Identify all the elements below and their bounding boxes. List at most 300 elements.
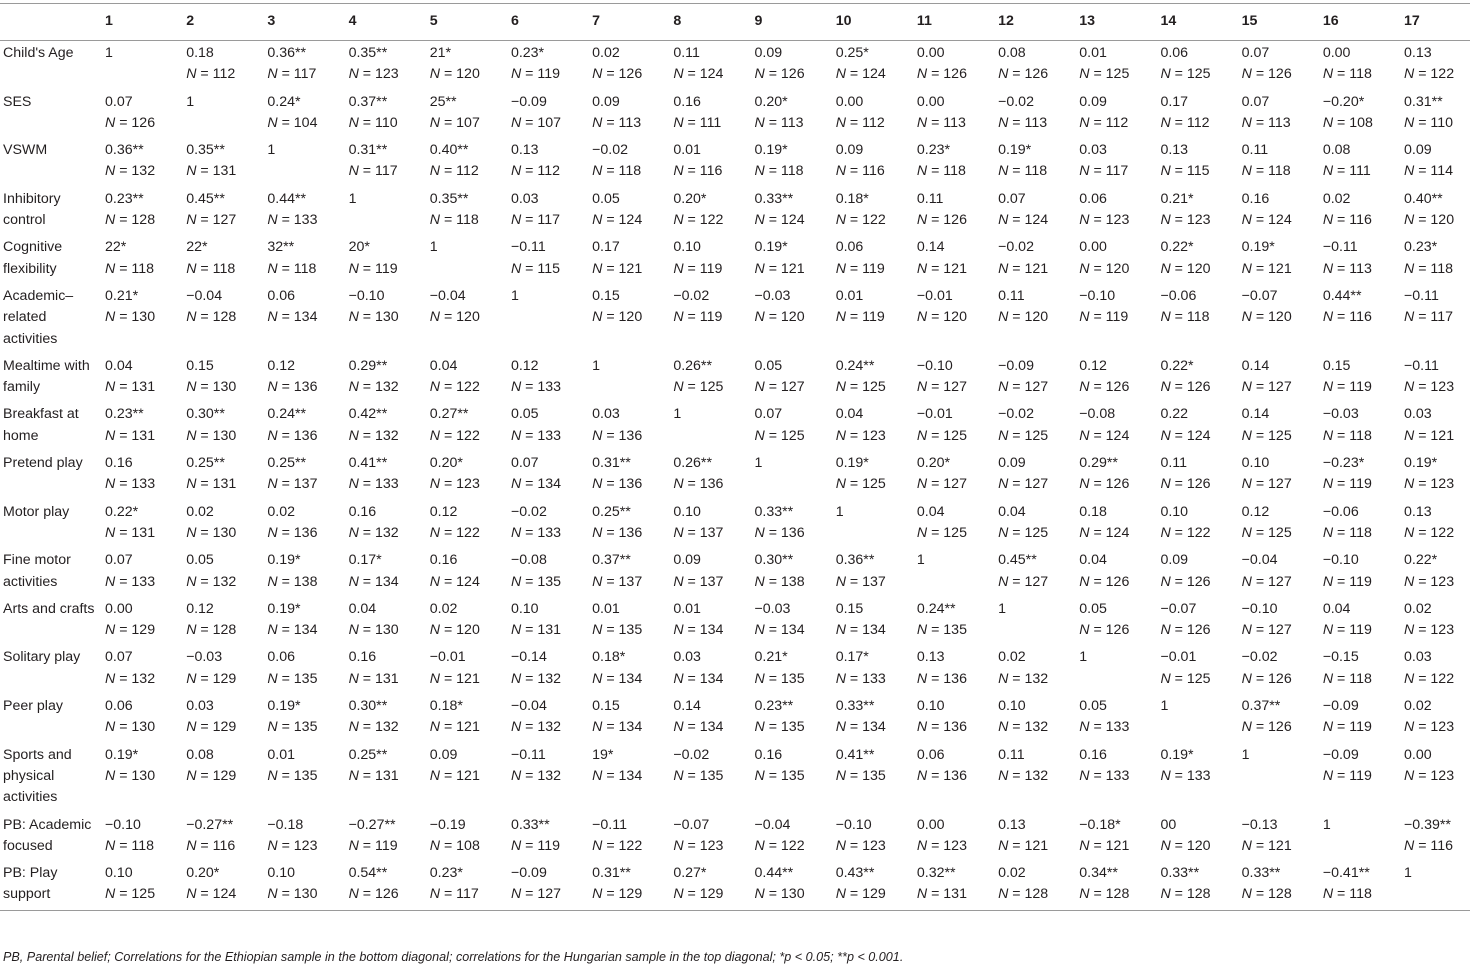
correlation-value: 0.25** (186, 455, 225, 472)
correlation-value: 0.09 (1079, 93, 1107, 110)
correlation-value: −0.27** (348, 816, 396, 833)
sample-size-value: 115 (1186, 163, 1210, 180)
sample-size-equals: = (115, 837, 132, 854)
sample-size-symbol: N (673, 163, 684, 180)
table-cell (505, 354, 586, 403)
sample-size-equals: = (1008, 476, 1025, 493)
sample-size-equals: = (1089, 767, 1106, 784)
table-cell (1154, 645, 1235, 694)
correlation-value: 0.31** (1404, 93, 1443, 110)
correlation-value: 0.02 (998, 649, 1026, 666)
sample-size (755, 620, 828, 641)
correlation-value: 0.07 (1241, 45, 1270, 61)
sample-size-equals: = (927, 427, 944, 444)
correlation-value: 0.44** (1322, 287, 1362, 304)
sample-size-symbol: N (592, 622, 603, 639)
table-cell (667, 500, 748, 549)
sample-size-equals: = (1333, 719, 1350, 736)
sample-size (592, 836, 665, 857)
correlation-value: 0.05 (754, 357, 783, 374)
correlation-value: 0.30** (186, 406, 225, 423)
sample-size (592, 474, 665, 495)
sample-size-value: 122 (1430, 524, 1455, 541)
sample-size-equals: = (115, 260, 132, 277)
correlation-value: 0.19* (754, 239, 788, 256)
correlation-value: 0.43** (835, 865, 875, 882)
sample-size-equals: = (1251, 309, 1269, 326)
sample-size (511, 113, 584, 134)
sample-size-equals: = (196, 670, 213, 687)
correlation-value: −0.10 (1322, 552, 1359, 569)
sample-size-value: 131 (212, 163, 237, 180)
table-cell (586, 548, 667, 597)
row-label: Cognitive flexibility (3, 239, 63, 277)
sample-size (511, 210, 584, 231)
sample-size-symbol: N (998, 309, 1009, 326)
correlation-value: 0.41** (835, 746, 875, 763)
sample-size-symbol: N (429, 767, 440, 784)
sample-size-equals: = (602, 114, 619, 131)
table-cell (911, 235, 992, 284)
sample-size-value: 133 (374, 476, 399, 493)
sample-size-value: 119 (537, 837, 560, 854)
table-cell (911, 548, 992, 597)
table-cell (1236, 451, 1317, 500)
correlation-value: 0.32** (916, 865, 956, 882)
correlation-value: 25** (429, 93, 457, 110)
sample-size-equals: = (683, 114, 700, 131)
sample-size-value: 127 (943, 379, 967, 396)
table-cell (505, 743, 586, 813)
sample-size-value: 134 (862, 719, 886, 736)
sample-size (755, 377, 828, 398)
correlation-value: 0.16 (1241, 190, 1270, 207)
table-cell (505, 861, 586, 910)
sample-size-value: 125 (943, 524, 967, 541)
table-cell (1398, 861, 1470, 910)
table-cell (1317, 90, 1398, 139)
correlation-value: 0.23* (429, 865, 463, 882)
sample-size-value: 118 (131, 837, 155, 854)
sample-size (349, 64, 422, 85)
table-cell (1073, 402, 1154, 451)
sample-size (673, 259, 746, 280)
sample-size-symbol: N (1241, 427, 1252, 444)
sample-size (349, 572, 422, 593)
sample-size-symbol: N (510, 622, 522, 639)
sample-size-value: 128 (1268, 886, 1292, 903)
sample-size-symbol: N (592, 767, 603, 784)
sample-size-value: 111 (1349, 163, 1371, 180)
table-cell (424, 861, 505, 910)
table-cell (749, 90, 830, 139)
sample-size-value: 137 (293, 476, 318, 493)
sample-size-symbol: N (754, 212, 765, 229)
sample-size-value: 136 (943, 767, 967, 784)
table-cell (830, 187, 911, 236)
sample-size-value: 133 (1186, 767, 1211, 784)
sample-size-symbol: N (348, 622, 359, 639)
sample-size-symbol: N (510, 886, 522, 903)
table-cell (830, 861, 911, 910)
sample-size (1079, 307, 1152, 328)
correlation-value: 0.02 (1322, 190, 1351, 207)
sample-size-symbol: N (348, 114, 359, 131)
correlation-value: 0.07 (1241, 93, 1270, 110)
sample-size-value: 119 (374, 837, 398, 854)
sample-size-equals: = (764, 837, 781, 854)
sample-size-value: 108 (1349, 114, 1373, 131)
sample-size-symbol: N (835, 476, 846, 493)
sample-size-equals: = (927, 163, 944, 180)
sample-size (349, 884, 422, 905)
sample-size (998, 884, 1071, 905)
sample-size (673, 572, 746, 593)
sample-size (592, 766, 665, 787)
correlation-value: 0.07 (105, 649, 133, 666)
sample-size-symbol: N (998, 886, 1009, 903)
table-cell (1236, 354, 1317, 403)
sample-size-equals: = (602, 767, 619, 784)
sample-size-symbol: N (186, 837, 197, 854)
sample-size-value: 129 (699, 886, 724, 903)
sample-size-value: 112 (456, 163, 479, 180)
sample-size-symbol: N (998, 476, 1009, 493)
correlation-value: −0.04 (510, 698, 547, 715)
sample-size-symbol: N (429, 114, 440, 131)
table-row (0, 451, 1470, 500)
sample-size-symbol: N (105, 837, 116, 854)
sample-size (592, 307, 665, 328)
sample-size-equals: = (277, 309, 294, 326)
table-cell (99, 548, 180, 597)
sample-size-symbol: N (1241, 670, 1252, 687)
correlation-value: 0.45** (998, 552, 1037, 569)
table-cell (180, 548, 261, 597)
sample-size-value: 127 (943, 476, 967, 493)
sample-size-value: 122 (862, 212, 886, 229)
table-cell (1236, 90, 1317, 139)
table-cell (261, 548, 342, 597)
table-cell (1398, 90, 1470, 139)
correlation-value: 0.36** (105, 142, 144, 159)
correlation-table (0, 3, 1470, 911)
sample-size-equals: = (1414, 66, 1431, 83)
row-label: Mealtime with family (3, 357, 90, 396)
sample-size-value: 120 (1186, 260, 1211, 277)
sample-size-symbol: N (429, 163, 440, 180)
sample-size-value: 126 (1186, 573, 1211, 590)
sample-size-symbol: N (1241, 163, 1252, 180)
correlation-value: 0.10 (673, 503, 701, 520)
sample-size (511, 64, 584, 85)
sample-size-value: 134 (537, 476, 562, 493)
correlation-value: 1 (673, 406, 682, 423)
sample-size-equals: = (1414, 524, 1431, 541)
sample-size-value: 137 (862, 573, 886, 590)
sample-size (511, 620, 584, 641)
correlation-value: 0.12 (1079, 357, 1107, 374)
sample-size-equals: = (764, 260, 781, 277)
sample-size-equals: = (764, 427, 781, 444)
table-cell (911, 451, 992, 500)
correlation-value: 0.07 (105, 552, 133, 569)
table-row (0, 90, 1470, 139)
correlation-value: 0.42** (348, 406, 388, 423)
table-cell (911, 743, 992, 813)
sample-size (592, 717, 665, 738)
sample-size (592, 161, 665, 182)
table-cell (1317, 402, 1398, 451)
sample-size (511, 523, 584, 544)
sample-size-symbol: N (916, 837, 928, 854)
table-cell (1073, 694, 1154, 743)
sample-size (1242, 523, 1315, 544)
sample-size-symbol: N (1079, 163, 1090, 180)
correlation-value: 0.16 (348, 503, 377, 520)
correlation-value: 0.16 (429, 552, 458, 569)
sample-size-symbol: N (186, 260, 197, 277)
correlation-value: 0.22* (1160, 239, 1194, 256)
sample-size-equals: = (927, 66, 944, 83)
correlation-value: 0.17 (592, 239, 620, 256)
table-cell (667, 743, 748, 813)
sample-size-equals: = (196, 309, 213, 326)
sample-size (1323, 572, 1396, 593)
sample-size (105, 113, 178, 134)
sample-size-value: 127 (537, 886, 562, 903)
sample-size-equals: = (1414, 114, 1431, 131)
sample-size (755, 669, 828, 690)
sample-size-symbol: N (673, 309, 684, 326)
sample-size (836, 766, 909, 787)
correlation-value: 1 (998, 600, 1006, 617)
sample-size (430, 426, 503, 447)
row-label: Solitary play (3, 649, 81, 666)
table-cell (1236, 187, 1317, 236)
sample-size-equals: = (683, 260, 700, 277)
table-cell (911, 138, 992, 187)
sample-size-symbol: N (916, 212, 928, 229)
sample-size-symbol: N (105, 670, 116, 687)
sample-size-equals: = (440, 379, 457, 396)
table-cell (830, 813, 911, 862)
sample-size-value: 132 (537, 670, 562, 687)
sample-size-value: 136 (293, 379, 318, 396)
correlation-value: 1 (916, 552, 925, 569)
correlation-value: 0.03 (1079, 142, 1107, 159)
sample-size-equals: = (602, 837, 619, 854)
sample-size-value: 122 (618, 837, 643, 854)
sample-size (105, 474, 178, 495)
table-cell (1073, 138, 1154, 187)
correlation-value: 0.13 (1160, 142, 1189, 159)
sample-size-symbol: N (835, 379, 846, 396)
correlation-value: 0.25** (348, 746, 388, 763)
sample-size-value: 121 (456, 767, 480, 784)
sample-size-symbol: N (754, 837, 765, 854)
sample-size (917, 426, 990, 447)
correlation-value: 0.01 (835, 287, 864, 304)
sample-size-symbol: N (267, 260, 278, 277)
sample-size (1160, 523, 1233, 544)
correlation-value: −0.15 (1322, 649, 1359, 666)
sample-size-equals: = (521, 573, 538, 590)
sample-size-equals: = (845, 622, 863, 639)
sample-size-symbol: N (510, 114, 522, 131)
sample-size-symbol: N (1160, 427, 1171, 444)
correlation-value: −0.07 (1160, 600, 1197, 617)
correlation-value: 0.01 (1079, 45, 1107, 61)
table-cell (1317, 451, 1398, 500)
correlation-value: −0.11 (510, 239, 546, 256)
sample-size-value: 132 (1024, 767, 1049, 784)
sample-size-value: 117 (374, 163, 398, 180)
sample-size-value: 136 (618, 524, 643, 541)
sample-size-symbol: N (186, 670, 197, 687)
column-header: 11 (911, 4, 992, 41)
sample-size (267, 836, 340, 857)
correlation-value: 0.00 (916, 45, 945, 61)
sample-size-value: 132 (212, 573, 237, 590)
table-cell (830, 500, 911, 549)
table-cell (424, 138, 505, 187)
sample-size-equals: = (358, 114, 375, 131)
correlation-value: −0.02 (592, 142, 629, 159)
sample-size-symbol: N (186, 719, 197, 736)
sample-size-value: 134 (374, 573, 399, 590)
sample-size-value: 133 (537, 379, 562, 396)
sample-size (673, 161, 746, 182)
sample-size-equals: = (927, 886, 944, 903)
table-cell (343, 813, 424, 862)
sample-size (755, 523, 828, 544)
sample-size (673, 210, 746, 231)
sample-size-symbol: N (673, 260, 684, 277)
table-cell (1073, 451, 1154, 500)
table-cell (1317, 597, 1398, 646)
sample-size-symbol: N (186, 66, 197, 83)
sample-size (267, 572, 340, 593)
correlation-value: 0.09 (592, 93, 620, 110)
sample-size-equals: = (115, 379, 132, 396)
column-header: 3 (261, 4, 342, 41)
correlation-value: −0.04 (429, 287, 466, 304)
sample-size-equals: = (1251, 260, 1269, 277)
sample-size-equals: = (602, 66, 619, 83)
sample-size (998, 113, 1071, 134)
sample-size-equals: = (358, 886, 375, 903)
table-cell (180, 694, 261, 743)
sample-size-symbol: N (105, 767, 116, 784)
sample-size-symbol: N (1241, 114, 1252, 131)
sample-size-value: 125 (1186, 66, 1211, 83)
sample-size-symbol: N (916, 163, 928, 180)
sample-size (267, 884, 340, 905)
sample-size-symbol: N (592, 212, 603, 229)
correlation-value: 0.15 (592, 287, 620, 304)
correlation-value: 0.13 (1404, 503, 1432, 520)
sample-size-value: 123 (1105, 212, 1130, 229)
sample-size-equals: = (683, 212, 700, 229)
sample-size (186, 836, 259, 857)
sample-size-symbol: N (105, 524, 116, 541)
sample-size-value: 113 (780, 114, 804, 131)
table-cell (992, 861, 1073, 910)
correlation-value: −0.02 (673, 287, 710, 304)
sample-size (105, 161, 178, 182)
sample-size-symbol: N (673, 379, 684, 396)
sample-size-equals: = (602, 260, 619, 277)
correlation-value: 0.02 (592, 45, 620, 61)
sample-size-equals: = (1414, 427, 1431, 444)
correlation-value: 0.25** (592, 503, 631, 520)
sample-size-value: 124 (1105, 524, 1130, 541)
table-cell (1317, 138, 1398, 187)
sample-size-symbol: N (592, 837, 603, 854)
table-cell (1236, 597, 1317, 646)
sample-size-symbol: N (267, 670, 278, 687)
sample-size-symbol: N (1322, 719, 1334, 736)
correlation-value: 0.02 (267, 503, 295, 520)
correlation-value: −0.01 (916, 406, 953, 423)
sample-size-symbol: N (998, 427, 1009, 444)
sample-size (755, 717, 828, 738)
sample-size-equals: = (927, 670, 944, 687)
correlation-value: 0.25** (267, 455, 307, 472)
sample-size-symbol: N (186, 524, 197, 541)
sample-size-symbol: N (348, 767, 359, 784)
correlation-value: 0.17 (1160, 93, 1189, 110)
sample-size-value: 130 (212, 427, 237, 444)
sample-size-value: 112 (212, 66, 236, 83)
sample-size (592, 669, 665, 690)
sample-size-value: 124 (1105, 427, 1130, 444)
sample-size-value: 134 (699, 670, 724, 687)
table-cell (180, 451, 261, 500)
sample-size-equals: = (845, 260, 863, 277)
sample-size-equals: = (927, 767, 944, 784)
table-cell (992, 138, 1073, 187)
sample-size-equals: = (602, 427, 619, 444)
sample-size-symbol: N (348, 573, 359, 590)
correlation-value: 0.04 (916, 503, 945, 520)
sample-size-symbol: N (754, 573, 765, 590)
sample-size-equals: = (1251, 163, 1269, 180)
sample-size-symbol: N (1079, 379, 1090, 396)
sample-size-symbol: N (592, 66, 603, 83)
sample-size-equals: = (602, 524, 619, 541)
sample-size-symbol: N (1322, 212, 1334, 229)
sample-size-value: 124 (1268, 212, 1292, 229)
sample-size-symbol: N (754, 427, 765, 444)
sample-size (755, 307, 828, 328)
sample-size-value: 118 (1186, 309, 1210, 326)
sample-size-equals: = (1008, 524, 1025, 541)
sample-size-value: 126 (1186, 622, 1211, 639)
sample-size-symbol: N (835, 670, 846, 687)
sample-size (186, 572, 259, 593)
sample-size-equals: = (683, 767, 700, 784)
table-cell (343, 90, 424, 139)
correlation-value: 0.04 (348, 600, 377, 617)
sample-size-equals: = (277, 212, 294, 229)
correlation-value: 0.16 (754, 746, 783, 763)
sample-size-equals: = (845, 573, 863, 590)
sample-size-value: 120 (1430, 212, 1455, 229)
table-cell (1073, 548, 1154, 597)
sample-size (917, 669, 990, 690)
